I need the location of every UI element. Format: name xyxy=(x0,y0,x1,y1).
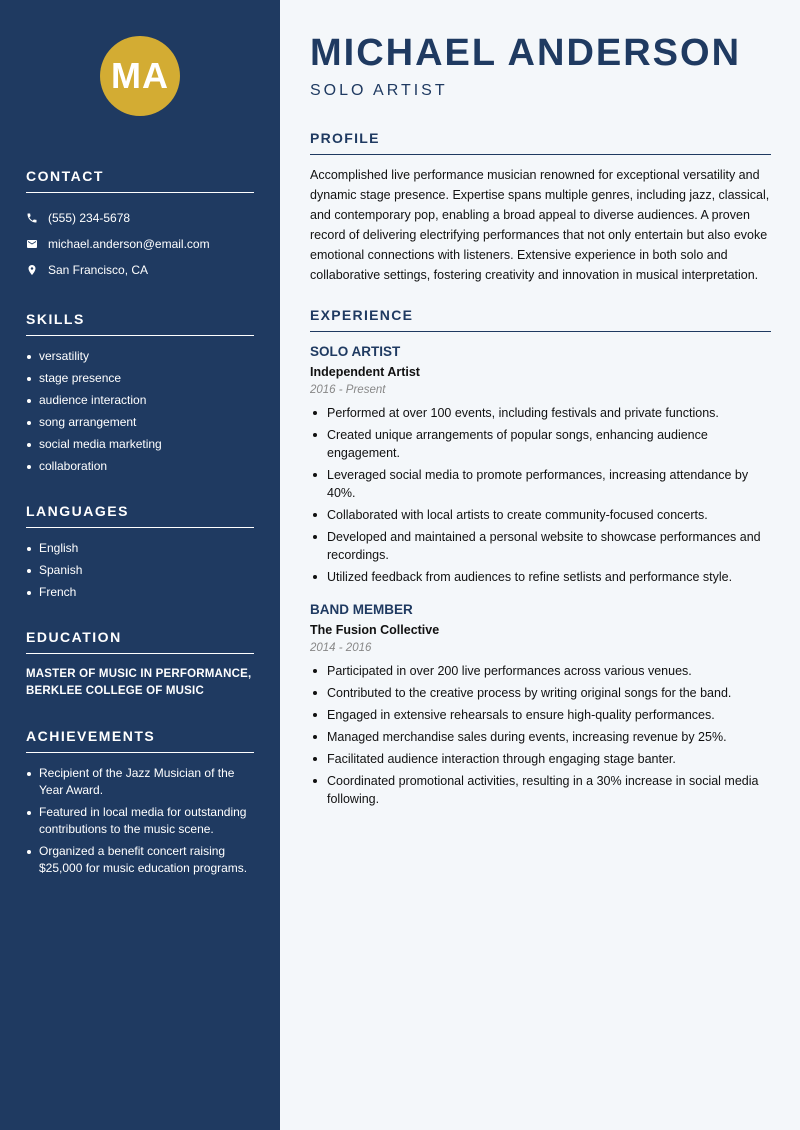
job-entry xyxy=(310,344,771,586)
phone-icon xyxy=(26,212,38,224)
job-company: The Fusion Collective xyxy=(310,623,440,637)
skill-item: versatility xyxy=(26,348,254,365)
job-bullet: Leveraged social media to promote performances, increasing attendance by 40%. xyxy=(310,466,771,502)
achievements-heading: ACHIEVEMENTS xyxy=(26,728,254,753)
profile-text: Accomplished live performance musician renowned for exceptional versatility and dynamic stage presence. Expertise spans multiple genres, including jazz, classical, and contemporary pop, enabling a broad appeal to diverse audiences. A proven record of delivering electrifying performances that not only entertain but also evoke emotional connections with listeners. Extensive experience in both solo and collaborative settings, fostering creativity and innovation in musical interpretation. xyxy=(310,168,770,282)
job-bullet: Performed at over 100 events, including festivals and private functions. xyxy=(310,404,771,422)
skill-item: song arrangement xyxy=(26,414,254,431)
job-title: SOLO ARTIST xyxy=(310,344,401,359)
contact-location xyxy=(26,257,254,283)
skills-section xyxy=(26,311,254,475)
profile-heading: PROFILE xyxy=(310,130,771,155)
job-bullet: Coordinated promotional activities, resulting in a 30% increase in social media following. xyxy=(310,772,771,808)
skill-item: audience interaction xyxy=(26,392,254,409)
languages-heading: LANGUAGES xyxy=(26,503,254,528)
location-pin-icon xyxy=(26,264,38,276)
skills-heading: SKILLS xyxy=(26,311,254,336)
language-item: English xyxy=(26,540,254,557)
achievements-list xyxy=(26,765,254,877)
job-bullet: Created unique arrangements of popular songs, enhancing audience engagement. xyxy=(310,426,771,462)
main-content xyxy=(280,0,800,1130)
education-section xyxy=(26,629,254,700)
profile-section xyxy=(310,130,771,285)
education-heading: EDUCATION xyxy=(26,629,254,654)
job-bullet: Managed merchandise sales during events, increasing revenue by 25%. xyxy=(310,728,771,746)
achievement-item: Featured in local media for outstanding contributions to the music scene. xyxy=(26,804,254,838)
contact-phone xyxy=(26,205,254,231)
achievement-item: Recipient of the Jazz Musician of the Year Award. xyxy=(26,765,254,799)
job-bullet: Participated in over 200 live performances across various venues. xyxy=(310,662,771,680)
job-bullet: Collaborated with local artists to create community-focused concerts. xyxy=(310,506,771,524)
contact-email xyxy=(26,231,254,257)
person-role: SOLO ARTIST xyxy=(310,82,448,99)
job-bullet: Utilized feedback from audiences to refine setlists and performance style. xyxy=(310,568,771,586)
skills-list xyxy=(26,348,254,475)
contact-section xyxy=(26,168,254,283)
job-bullet: Developed and maintained a personal website to showcase performances and recordings. xyxy=(310,528,771,564)
job-bullets xyxy=(310,662,771,808)
email-icon xyxy=(26,238,38,250)
email-text: michael.anderson@email.com xyxy=(48,237,210,251)
experience-heading: EXPERIENCE xyxy=(310,307,771,332)
contact-heading: CONTACT xyxy=(26,168,254,193)
person-name: MICHAEL ANDERSON xyxy=(310,32,742,74)
education-degree: MASTER OF MUSIC IN PERFORMANCE, BERKLEE COLLEGE OF MUSIC xyxy=(26,668,252,697)
job-bullet: Facilitated audience interaction through engaging stage banter. xyxy=(310,750,771,768)
job-title: BAND MEMBER xyxy=(310,602,413,617)
languages-section xyxy=(26,503,254,601)
language-item: Spanish xyxy=(26,562,254,579)
job-bullet: Contributed to the creative process by writing original songs for the band. xyxy=(310,684,771,702)
achievement-item: Organized a benefit concert raising $25,000 for music education programs. xyxy=(26,843,254,877)
avatar: MA xyxy=(100,36,180,116)
skill-item: collaboration xyxy=(26,458,254,475)
job-company: Independent Artist xyxy=(310,365,420,379)
job-dates: 2014 - 2016 xyxy=(310,642,372,654)
job-entry xyxy=(310,602,771,808)
job-dates: 2016 - Present xyxy=(310,384,386,396)
achievements-section xyxy=(26,728,254,877)
location-text: San Francisco, CA xyxy=(48,263,149,277)
languages-list xyxy=(26,540,254,601)
job-bullet: Engaged in extensive rehearsals to ensure high-quality performances. xyxy=(310,706,771,724)
language-item: French xyxy=(26,584,254,601)
skill-item: stage presence xyxy=(26,370,254,387)
experience-section xyxy=(310,307,771,808)
job-bullets xyxy=(310,404,771,586)
phone-text: (555) 234-5678 xyxy=(48,211,131,225)
sidebar xyxy=(0,0,280,1130)
skill-item: social media marketing xyxy=(26,436,254,453)
